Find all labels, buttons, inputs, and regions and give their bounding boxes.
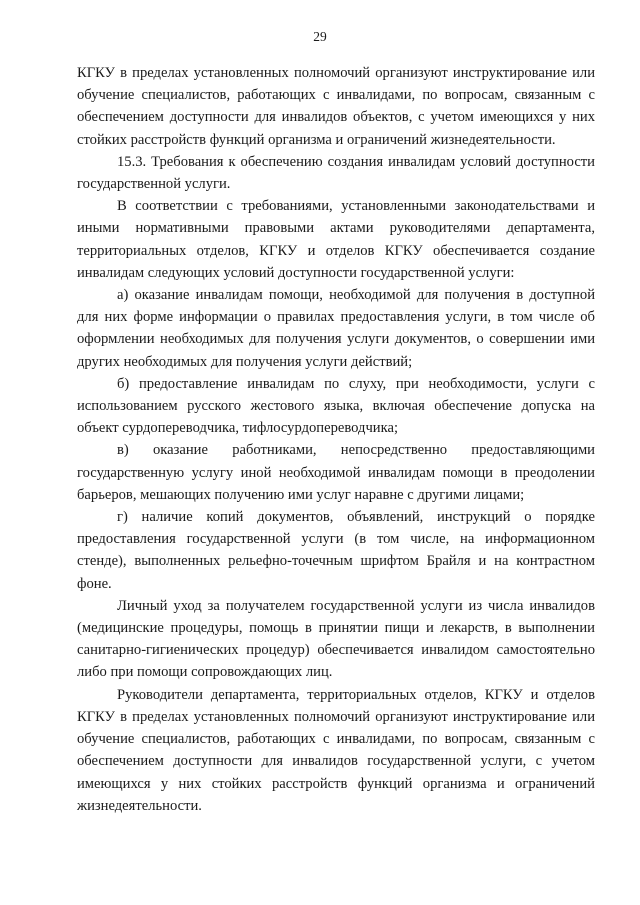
list-item-b: б) предоставление инвалидам по слуху, при необходимости, услуги с использованием русского жестового языка, включая обеспечение допуска на объект сурдопереводчика, тифлосурдопереводчика; (77, 375, 595, 437)
list-item-v: в) оказание работниками, непосредственно предоставляющими государственную услугу иной необходимой инвалидам помощи в преодолении барьеров, мешающих получению ими услуг наравне с другими лицами; (77, 442, 595, 503)
paragraph-personal-care: Личный уход за получателем государственной услуги из числа инвалидов (медицинские процедуры, помощь в принятии пищи и лекарств, в выполнении санитарно-гигиенических процедур) обеспечивается инвалидом самостоятельно либо при помощи сопровождающих лиц. (77, 597, 595, 681)
page-body (77, 62, 595, 817)
list-item-a: а) оказание инвалидам помощи, необходимой для получения в доступной для них форме информации о правилах предоставления услуги, в том числе об оформлении необходимых для получения услуги документов, о совершении ими других необходимых для получения услуги действий; (77, 287, 595, 370)
paragraph-continuation: КГКУ в пределах установленных полномочий организуют инструктирование или обучение специалистов, работающих с инвалидами, по вопросам, связанным с обеспечением доступности для инвалидов объектов, с учетом имеющихся у них стойких расстройств функций организма и ограничений жизнедеятельности. (77, 65, 595, 148)
list-item-g: г) наличие копий документов, объявлений, инструкций о порядке предоставления государственной услуги (в том числе, на информационном стенде), выполненных рельефно-точечным шрифтом Брайля и на контрастном фоне. (77, 509, 595, 592)
paragraph-staff-training: Руководители департамента, территориальных отделов, КГКУ и отделов КГКУ в пределах установленных полномочий организуют инструктирование или обучение специалистов, работающих с инвалидами, по вопросам, связанным с обеспечением доступности для инвалидов государственной услуги, с учетом имеющихся у них стойких расстройств функций организма и ограничений жизнедеятельности. (77, 686, 595, 814)
paragraph-conditions-intro: В соответствии с требованиями, установленными законодательствами и иными нормативными правовыми актами руководителями департамента, территориальных отделов, КГКУ и отделов КГКУ обеспечивается создание инвалидам следующих условий доступности государственной услуги: (77, 198, 595, 281)
page-number: 29 (313, 29, 327, 44)
section-heading-15-3: 15.3. Требования к обеспечению создания инвалидам условий доступности государственной услуги. (77, 153, 595, 193)
